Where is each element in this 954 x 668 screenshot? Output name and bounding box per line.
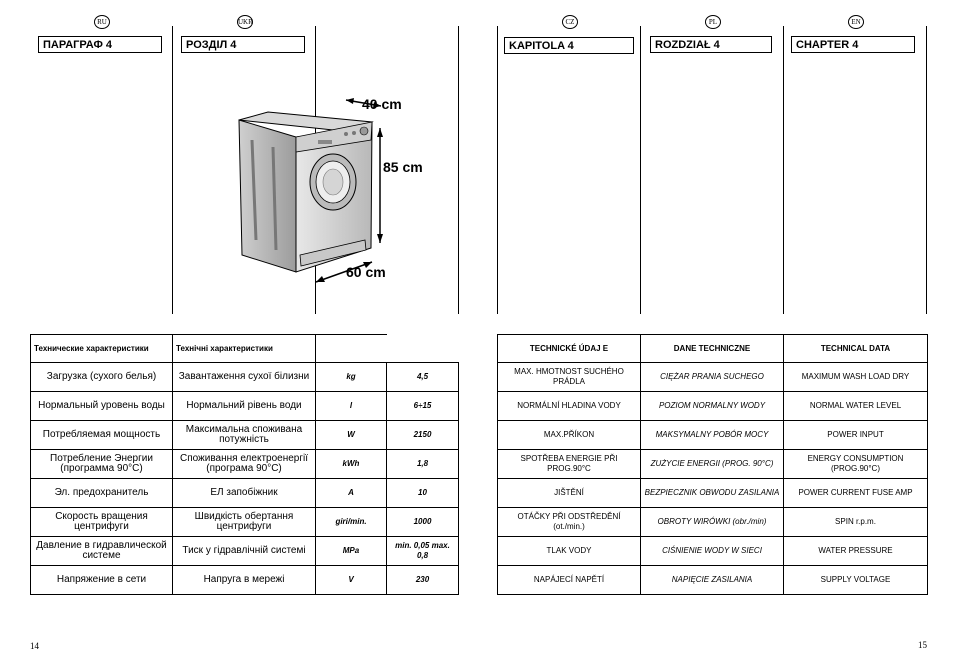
cell-uk: Споживання електроенергії (програма 90°С) — [173, 450, 316, 479]
table-row — [498, 537, 928, 566]
cell-uk: ЕЛ запобіжник — [173, 479, 316, 508]
width-dimension-label: 60 cm — [346, 264, 386, 280]
header-cz: TECHNICKÉ ÚDAJ E — [498, 335, 641, 363]
table-header-row — [31, 335, 459, 363]
table-row — [498, 479, 928, 508]
chapter-title-pl: ROZDZIAŁ 4 — [650, 36, 772, 53]
cell-unit: kg — [316, 363, 387, 392]
header-empty — [387, 335, 459, 363]
cell-pl: CIĘŻAR PRANIA SUCHEGO — [641, 363, 784, 392]
table-row — [498, 421, 928, 450]
cell-en: SPIN r.p.m. — [784, 508, 928, 537]
cell-pl: POZIOM NORMALNY WODY — [641, 392, 784, 421]
header-empty — [316, 335, 387, 363]
cell-cz: NORMÁLNÍ HLADINA VODY — [498, 392, 641, 421]
cell-en: POWER INPUT — [784, 421, 928, 450]
depth-dimension-label: 40 cm — [362, 96, 402, 112]
table-row — [31, 392, 459, 421]
table-row — [31, 537, 459, 566]
cell-uk: Швидкість обертання центрифуги — [173, 508, 316, 537]
cell-pl: MAKSYMALNY POBÓR MOCY — [641, 421, 784, 450]
cell-uk: Максимальна споживана потужність — [173, 421, 316, 450]
cell-uk: Напруга в мережі — [173, 566, 316, 595]
cell-en: POWER CURRENT FUSE AMP — [784, 479, 928, 508]
page-number-right: 15 — [918, 640, 927, 650]
cell-value: 4,5 — [387, 363, 459, 392]
cell-pl: CIŚNIENIE WODY W SIECI — [641, 537, 784, 566]
cell-ru: Напряжение в сети — [31, 566, 173, 595]
header-pl: DANE TECHNICZNE — [641, 335, 784, 363]
cell-ru: Потребление Энергии (программа 90°С) — [31, 450, 173, 479]
cell-ru: Потребляемая мощность — [31, 421, 173, 450]
height-dimension-label: 85 cm — [383, 159, 423, 175]
cell-ru: Эл. предохранитель — [31, 479, 173, 508]
chapter-title-uk: РОЗДІЛ 4 — [181, 36, 305, 53]
cell-pl: NAPIĘCIE ZASILANIA — [641, 566, 784, 595]
cell-unit: V — [316, 566, 387, 595]
lang-badge-pl: PL — [705, 15, 721, 29]
lang-badge-en: EN — [848, 15, 864, 29]
cell-ru: Давление в гидравлической системе — [31, 537, 173, 566]
table-row — [31, 421, 459, 450]
cell-cz: OTÁČKY PŘI ODSTŘEDĚNÍ (ot./min.) — [498, 508, 641, 537]
cell-value: 1000 — [387, 508, 459, 537]
cell-unit: MPa — [316, 537, 387, 566]
cell-value: 2150 — [387, 421, 459, 450]
cell-unit: l — [316, 392, 387, 421]
header-ru: Технические характеристики — [31, 335, 173, 363]
cell-value: 1,8 — [387, 450, 459, 479]
cell-value: 230 — [387, 566, 459, 595]
table-row — [31, 508, 459, 537]
cell-pl: BEZPIECZNIK OBWODU ZASILANIA — [641, 479, 784, 508]
cell-cz: MAX. HMOTNOST SUCHÉHO PRÁDLA — [498, 363, 641, 392]
table-header-row — [498, 335, 928, 363]
specs-table-cz-pl-en — [497, 334, 928, 595]
table-row — [31, 479, 459, 508]
lang-badge-ru: RU — [94, 15, 110, 29]
header-uk: Технічні характеристики — [173, 335, 316, 363]
cell-uk: Завантаження сухої білизни — [173, 363, 316, 392]
cell-uk: Нормальний рівень води — [173, 392, 316, 421]
chapter-title-en: CHAPTER 4 — [791, 36, 915, 53]
cell-cz: SPOTŘEBA ENERGIE PŘI PROG.90°C — [498, 450, 641, 479]
cell-value: 6÷15 — [387, 392, 459, 421]
cell-pl: OBROTY WIRÓWKI (obr./min) — [641, 508, 784, 537]
cell-cz: NAPÁJECÍ NAPĚTÍ — [498, 566, 641, 595]
lang-badge-uk: UKR — [237, 15, 253, 29]
cell-pl: ZUŻYCIE ENERGII (PROG. 90°C) — [641, 450, 784, 479]
cell-unit: A — [316, 479, 387, 508]
cell-ru: Скорость вращения центрифуги — [31, 508, 173, 537]
cell-ru: Нормальный уровень воды — [31, 392, 173, 421]
cell-unit: giri/min. — [316, 508, 387, 537]
cell-unit: W — [316, 421, 387, 450]
header-en: TECHNICAL DATA — [784, 335, 928, 363]
cell-cz: MAX.PŘÍKON — [498, 421, 641, 450]
cell-cz: JIŠTĚNÍ — [498, 479, 641, 508]
cell-en: WATER PRESSURE — [784, 537, 928, 566]
cell-ru: Загрузка (сухого белья) — [31, 363, 173, 392]
chapter-title-ru: ПАРАГРАФ 4 — [38, 36, 162, 53]
cell-unit: kWh — [316, 450, 387, 479]
lang-badge-cz: CZ — [562, 15, 578, 29]
cell-en: ENERGY CONSUMPTION (PROG.90°C) — [784, 450, 928, 479]
table-row — [31, 450, 459, 479]
table-row — [498, 566, 928, 595]
table-row — [498, 450, 928, 479]
chapter-title-cz: KAPITOLA 4 — [504, 37, 634, 54]
table-row — [31, 566, 459, 595]
cell-en: NORMAL WATER LEVEL — [784, 392, 928, 421]
table-row — [31, 363, 459, 392]
page-number-left: 14 — [30, 641, 39, 651]
specs-table-ru-uk — [30, 334, 459, 595]
cell-en: SUPPLY VOLTAGE — [784, 566, 928, 595]
table-row — [498, 508, 928, 537]
cell-en: MAXIMUM WASH LOAD DRY — [784, 363, 928, 392]
cell-value: 10 — [387, 479, 459, 508]
cell-uk: Тиск у гідравлічній системі — [173, 537, 316, 566]
cell-value: min. 0,05 max. 0,8 — [387, 537, 459, 566]
cell-cz: TLAK VODY — [498, 537, 641, 566]
table-row — [498, 363, 928, 392]
table-row — [498, 392, 928, 421]
